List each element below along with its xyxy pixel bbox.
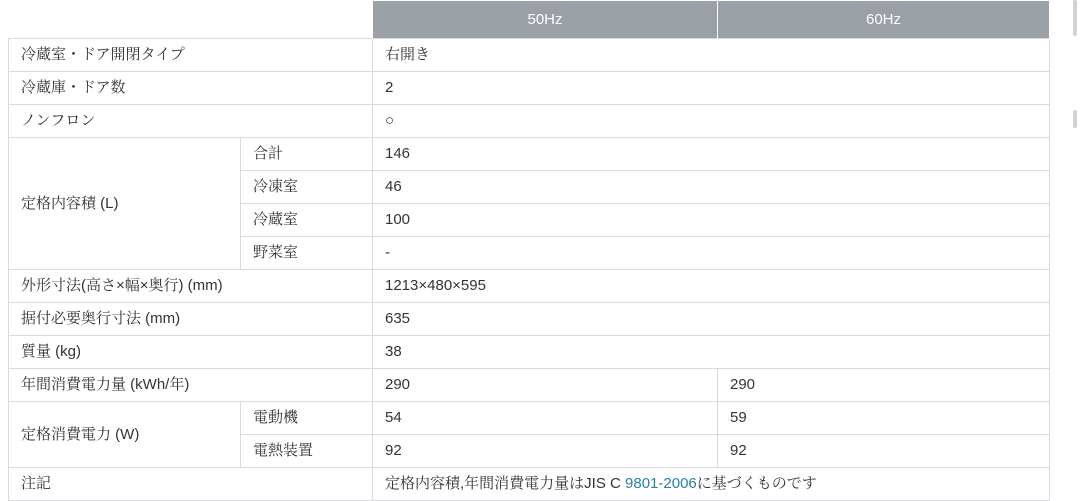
- row-value-volume-freezer: 46: [373, 171, 1050, 204]
- table-row: [9, 105, 1050, 138]
- row-label-dimensions: 外形寸法(高さ×幅×奥行) (mm): [9, 270, 373, 303]
- row-value-motor-60hz: 59: [718, 402, 1050, 435]
- note-text-before: 定格内容積,年間消費電力量はJIS C: [385, 475, 626, 493]
- table-row: [9, 138, 1050, 171]
- row-sublabel-volume-fridge: 冷蔵室: [241, 204, 373, 237]
- table-row: [9, 369, 1050, 402]
- table-row: [9, 402, 1050, 435]
- table-row-note: [9, 468, 1050, 501]
- page-right-edge: [1073, 0, 1078, 494]
- header-blank-cell: [9, 1, 373, 39]
- table-row: [9, 270, 1050, 303]
- row-label-non-fluorocarbon: ノンフロン: [9, 105, 373, 138]
- row-label-required-depth: 据付必要奥行寸法 (mm): [9, 303, 373, 336]
- table-row: [9, 336, 1050, 369]
- page-left-edge: [0, 0, 1, 494]
- row-value-motor-50hz: 54: [373, 402, 718, 435]
- row-sublabel-motor: 電動機: [241, 402, 373, 435]
- header-60hz: 60Hz: [718, 1, 1050, 39]
- specification-table-container: [8, 0, 1054, 501]
- row-sublabel-volume-vegetable: 野菜室: [241, 237, 373, 270]
- row-label-weight: 質量 (kg): [9, 336, 373, 369]
- specification-table: [8, 0, 1050, 501]
- row-value-volume-total: 146: [373, 138, 1050, 171]
- row-value-heater-50hz: 92: [373, 435, 718, 468]
- row-label-annual-power: 年間消費電力量 (kWh/年): [9, 369, 373, 402]
- row-value-note: [373, 468, 1050, 501]
- row-sublabel-volume-total: 合計: [241, 138, 373, 171]
- note-text-after: に基づくものです: [696, 475, 817, 493]
- row-value-required-depth: 635: [373, 303, 1050, 336]
- table-header-row: [9, 1, 1050, 39]
- row-value-door-open-type: 右開き: [373, 39, 1050, 72]
- row-sublabel-heater: 電熱装置: [241, 435, 373, 468]
- row-label-rated-power: 定格消費電力 (W): [9, 402, 241, 468]
- row-label-door-count: 冷蔵庫・ドア数: [9, 72, 373, 105]
- row-value-non-fluorocarbon: ○: [373, 105, 1050, 138]
- row-label-note: 注記: [9, 468, 373, 501]
- row-label-door-open-type: 冷蔵室・ドア開閉タイプ: [9, 39, 373, 72]
- row-sublabel-volume-freezer: 冷凍室: [241, 171, 373, 204]
- scrollbar-thumb[interactable]: [1073, 0, 1077, 36]
- scrollbar-marker[interactable]: [1073, 110, 1077, 128]
- jis-standard-link[interactable]: 9801-2006: [625, 475, 697, 493]
- row-value-door-count: 2: [373, 72, 1050, 105]
- table-row: [9, 39, 1050, 72]
- row-value-annual-power-60hz: 290: [718, 369, 1050, 402]
- row-value-volume-vegetable: -: [373, 237, 1050, 270]
- table-row: [9, 72, 1050, 105]
- row-label-rated-volume: 定格内容積 (L): [9, 138, 241, 270]
- row-value-dimensions: 1213×480×595: [373, 270, 1050, 303]
- header-50hz: 50Hz: [373, 1, 718, 39]
- row-value-weight: 38: [373, 336, 1050, 369]
- table-row: [9, 303, 1050, 336]
- row-value-heater-60hz: 92: [718, 435, 1050, 468]
- row-value-volume-fridge: 100: [373, 204, 1050, 237]
- row-value-annual-power-50hz: 290: [373, 369, 718, 402]
